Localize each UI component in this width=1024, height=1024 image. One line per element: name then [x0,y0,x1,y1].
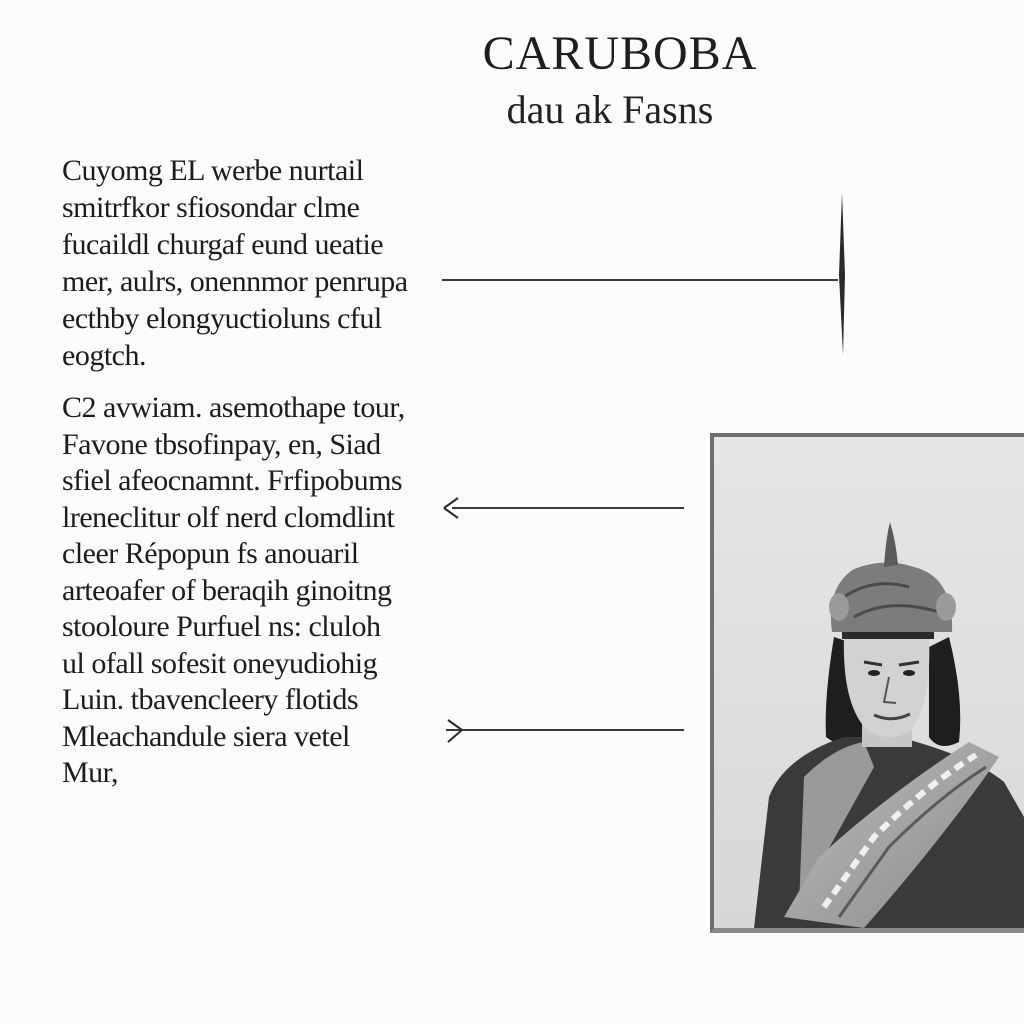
historical-figure-portrait-icon [714,437,1024,928]
paragraph-line: arteoafer of beraqih ginoitng [62,573,392,607]
paragraph-line: smitrfkor sfiosondar clme [62,191,360,224]
paragraph-line: eogtch. [62,339,146,372]
paragraph-line: C2 avwiam. asemothape tour, [62,391,405,424]
paragraph-line: mer, aulrs, onennmor penrupa [62,265,408,298]
paragraph-line: Cuyomg EL werbe nurtail [62,154,364,187]
document-subtitle: dau ak Fasns [506,87,714,132]
portrait-frame [710,433,1024,933]
vertical-marker [839,192,845,355]
paragraph-line: Favone tbsofinpay, en, Siad [62,427,381,461]
document-title: CARUBOBA [482,27,758,80]
arrow-right-icon [448,720,462,742]
paragraph-line: stooloure Purfuel ns: cluloh [62,610,381,643]
paragraph-1 [62,152,420,374]
paragraph-line: Mur, [62,756,118,789]
arrow-left-icon [444,498,458,518]
paragraph-line: ecthby elongyuctioluns cful [62,302,382,335]
paragraph-line: ul ofall sofesit oneyudiohig [62,646,378,680]
paragraph-line: lreneclitur olf nerd clomdlint [62,500,395,534]
paragraph-line: cleer Répopun fs anouaril [62,537,359,570]
paragraph-line: Mleachandule siera vetel [62,719,350,753]
paragraph-line: Luin. tbavencleery flotids [62,683,359,716]
paragraph-2 [62,390,420,792]
paragraph-line: fucaildl churgaf eund ueatie [62,228,384,261]
paragraph-line: sfiel afeocnamnt. Frfipobums [62,464,403,497]
